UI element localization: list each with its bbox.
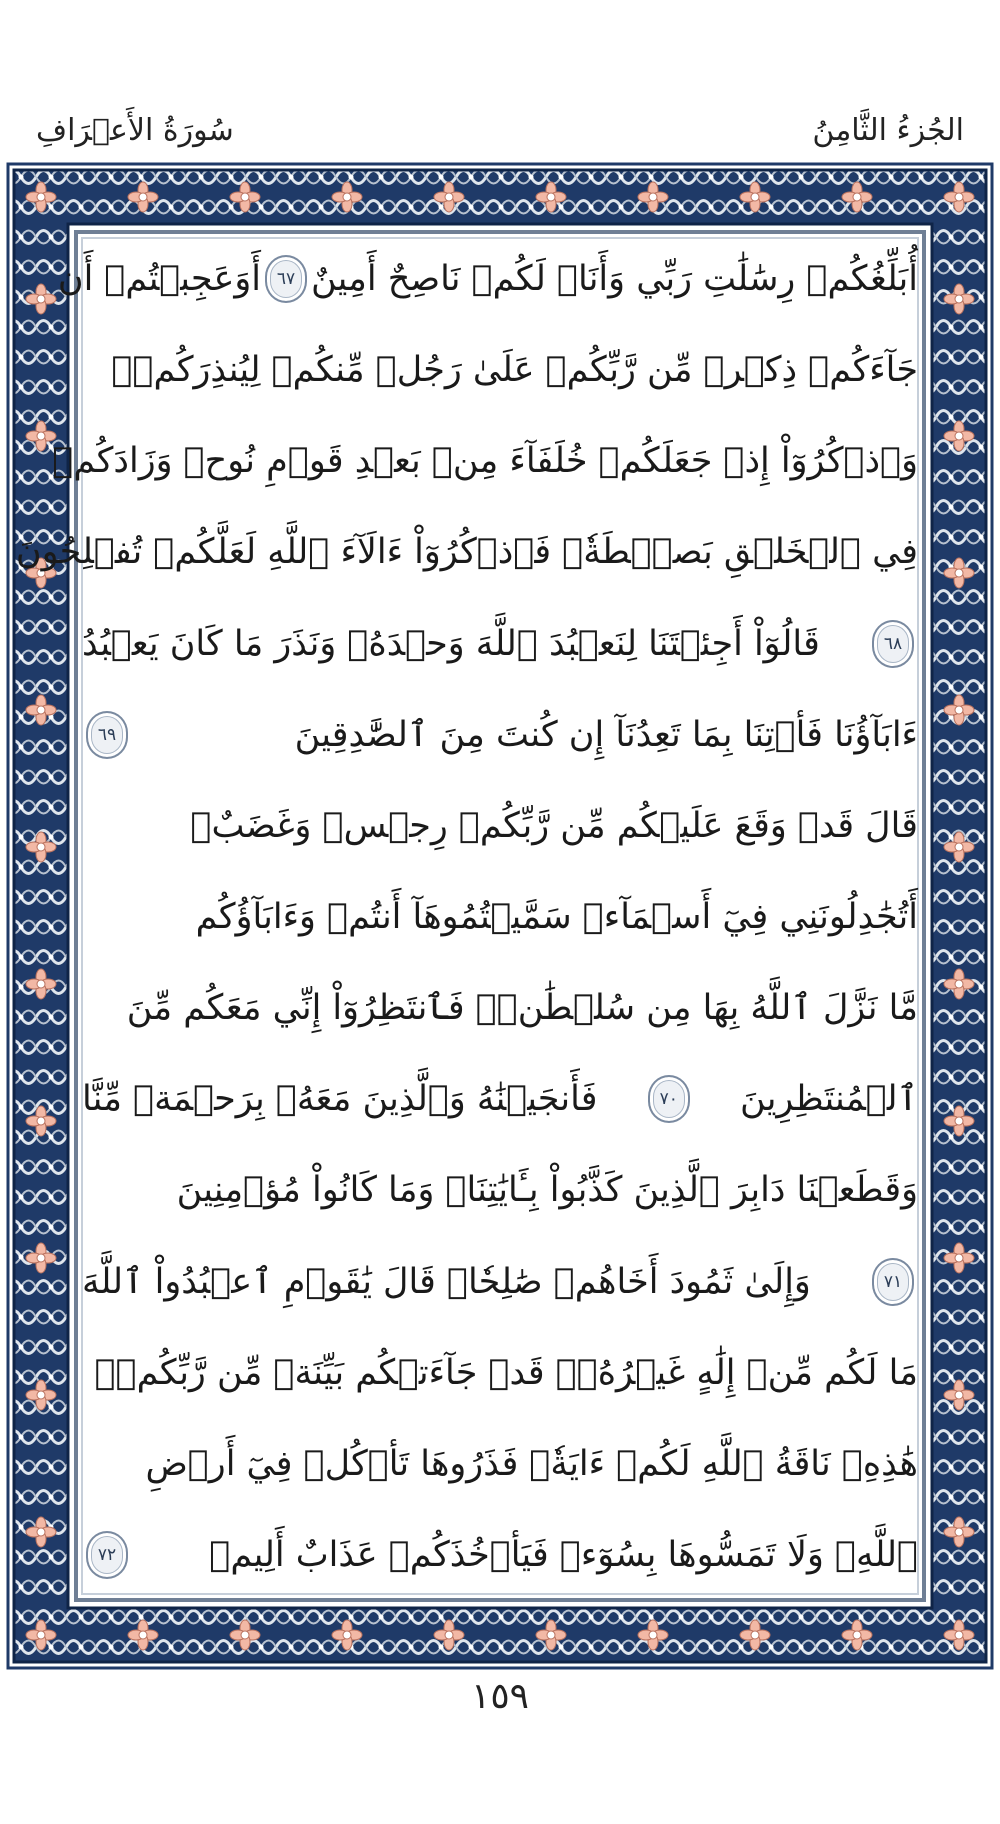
verse-text: مَا لَكُم مِّنۡ إِلَٰهٍ غَيۡرُهُۥۖ قَدۡ جَآءَتۡكُم بَيِّنَةٞ مِّن رَّبِّكُمۡۖ xyxy=(94,1352,918,1393)
ayah-rosette-icon: ٧٠ xyxy=(648,1075,690,1123)
verse-text: ٱلۡمُنتَظِرِينَ xyxy=(740,1079,918,1120)
text-line xyxy=(82,1518,918,1592)
text-line xyxy=(82,971,918,1045)
ayah-rosette-icon: ٦٩ xyxy=(86,711,128,759)
verse-text: فَأَنجَيۡنَٰهُ وَٱلَّذِينَ مَعَهُۥ بِرَحۡمَةٖ مِّنَّا xyxy=(82,1079,598,1120)
text-line xyxy=(82,1245,918,1319)
verse-text: ءَابَآؤُنَا فَأۡتِنَا بِمَا تَعِدُنَآ إِن كُنتَ مِنَ ٱلصَّٰدِقِينَ xyxy=(294,714,918,755)
text-line xyxy=(82,607,918,681)
verse-text: وَإِلَىٰ ثَمُودَ أَخَاهُمۡ صَٰلِحٗاۚ قَالَ يَٰقَوۡمِ ٱعۡبُدُواْ ٱللَّهَ xyxy=(82,1261,811,1302)
verse-text: جَآءَكُمۡ ذِكۡرٞ مِّن رَّبِّكُمۡ عَلَىٰ رَجُلٖ مِّنكُمۡ لِيُنذِرَكُمۡۚ xyxy=(111,350,918,391)
page-header xyxy=(36,100,964,160)
verse-text: ٱللَّهِۖ وَلَا تَمَسُّوهَا بِسُوٓءٖ فَيَأۡخُذَكُمۡ عَذَابٌ أَلِيمٞ xyxy=(209,1534,918,1575)
verse-text: أَتُجَٰدِلُونَنِي فِيٓ أَسۡمَآءٖ سَمَّيۡتُمُوهَآ أَنتُمۡ وَءَابَآؤُكُم xyxy=(195,896,918,937)
verse-text: فِي ٱلۡخَلۡقِ بَصۜۡطَةٗۖ فَٱذۡكُرُوٓاْ ءَالَآءَ ٱللَّهِ لَعَلَّكُمۡ تُفۡلِحُونَ xyxy=(15,532,918,573)
text-line xyxy=(57,242,918,316)
ayah-rosette-icon: ٦٧ xyxy=(265,255,307,303)
verse-text: هَٰذِهِۦ نَاقَةُ ٱللَّهِ لَكُمۡ ءَايَةٗۖ فَذَرُوهَا تَأۡكُلۡ فِيٓ أَرۡضِ xyxy=(145,1443,918,1484)
quran-text-block xyxy=(15,242,918,1592)
juz-title: الجُزءُ الثَّامِنُ xyxy=(812,112,964,148)
ayah-rosette-icon: ٧١ xyxy=(872,1258,914,1306)
text-line xyxy=(82,1427,918,1501)
text-line xyxy=(52,424,918,498)
ayah-rosette-icon: ٦٨ xyxy=(872,620,914,668)
page-number: ١٥٩ xyxy=(470,1676,529,1717)
text-line xyxy=(82,1336,918,1410)
text-line xyxy=(82,789,918,863)
surah-title: سُورَةُ الأَعۡرَافِ xyxy=(36,112,234,148)
text-line xyxy=(82,698,918,772)
text-line xyxy=(15,515,918,589)
verse-text: وَقَطَعۡنَا دَابِرَ ٱلَّذِينَ كَذَّبُواْ بِـَٔايَٰتِنَاۖ وَمَا كَانُواْ مُؤۡمِنِينَ xyxy=(176,1170,918,1211)
text-line xyxy=(82,1153,918,1227)
verse-text: أَوَعَجِبۡتُمۡ أَن xyxy=(57,259,261,299)
verse-text: قَالَ قَدۡ وَقَعَ عَلَيۡكُم مِّن رَّبِّكُمۡ رِجۡسٞ وَغَضَبٌۖ xyxy=(190,805,918,846)
verse-text: وَٱذۡكُرُوٓاْ إِذۡ جَعَلَكُمۡ خُلَفَآءَ مِنۢ بَعۡدِ قَوۡمِ نُوحٖ وَزَادَكُمۡ xyxy=(52,441,918,482)
text-line xyxy=(82,333,918,407)
verse-text: مَّا نَزَّلَ ٱللَّهُ بِهَا مِن سُلۡطَٰنٖۚ فَٱنتَظِرُوٓاْ إِنِّي مَعَكُم مِّنَ xyxy=(126,988,918,1029)
text-line xyxy=(82,880,918,954)
verse-text: قَالُوٓاْ أَجِئۡتَنَا لِنَعۡبُدَ ٱللَّهَ وَحۡدَهُۥ وَنَذَرَ مَا كَانَ يَعۡبُدُ xyxy=(82,623,820,664)
verse-text: أُبَلِّغُكُمۡ رِسَٰلَٰتِ رَبِّي وَأَنَا۠ لَكُمۡ نَاصِحٌ أَمِينٌ xyxy=(310,259,918,299)
text-line xyxy=(82,1062,918,1136)
ayah-rosette-icon: ٧٢ xyxy=(86,1531,128,1579)
